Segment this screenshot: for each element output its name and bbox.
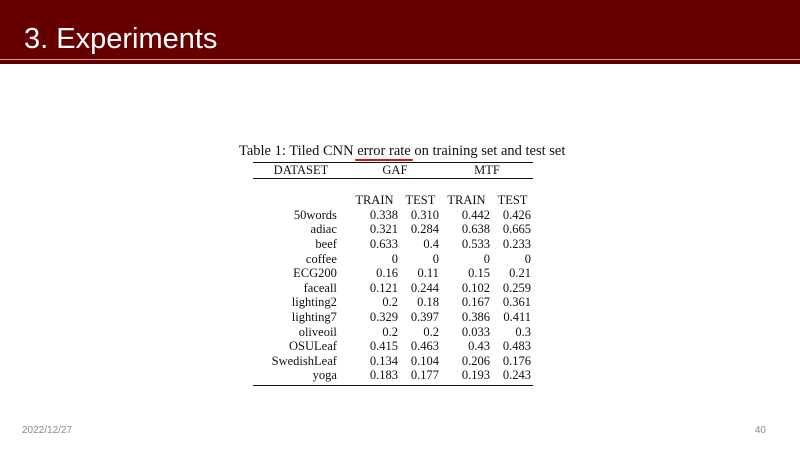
table-row xyxy=(253,339,533,354)
error-rate-cell: 0.426 xyxy=(502,207,531,222)
table-row xyxy=(253,237,533,252)
error-rate-cell: 0.206 xyxy=(461,353,490,368)
slide-title: 3. Experiments xyxy=(24,23,218,55)
table-caption xyxy=(239,143,566,160)
error-rate-cell: 0.259 xyxy=(502,280,531,295)
error-rate-cell: 0.2 xyxy=(382,324,398,339)
error-rate-cell: 0.321 xyxy=(369,222,398,237)
error-rate-cell: 0.3 xyxy=(515,324,531,339)
page-number: 40 xyxy=(754,425,766,436)
table-row xyxy=(253,368,533,385)
error-rate-cell: 0 xyxy=(391,251,398,266)
dataset-name-cell: oliveoil xyxy=(298,324,337,339)
dataset-name-cell: yoga xyxy=(253,368,349,385)
table-row xyxy=(253,252,533,267)
results-table-figure xyxy=(239,143,566,383)
error-rate-cell: 0.177 xyxy=(400,368,441,385)
dataset-name-cell: SwedishLeaf xyxy=(271,353,337,368)
subheader-mtf-test: TEST xyxy=(497,193,528,208)
error-rate-cell: 0.43 xyxy=(468,339,490,354)
dataset-name-cell: lighting2 xyxy=(291,295,337,310)
error-rate-cell: 0.033 xyxy=(461,324,490,339)
error-rate-cell: 0.397 xyxy=(410,309,439,324)
error-rate-cell: 0.2 xyxy=(423,324,439,339)
error-rate-cell: 0.104 xyxy=(410,353,439,368)
error-rate-cell: 0.16 xyxy=(376,266,398,281)
table-row xyxy=(253,222,533,237)
title-bar xyxy=(0,0,800,64)
table-row xyxy=(253,325,533,340)
error-rate-cell: 0.483 xyxy=(502,339,531,354)
table-row xyxy=(253,208,533,223)
table-row xyxy=(253,310,533,325)
subheader-gaf-train: TRAIN xyxy=(355,193,394,208)
subheader-gaf-test: TEST xyxy=(405,193,436,208)
error-rate-cell: 0.121 xyxy=(369,280,398,295)
error-rate-cell: 0.415 xyxy=(369,339,398,354)
header-gaf: GAF xyxy=(349,163,441,179)
error-rate-cell: 0.18 xyxy=(417,295,439,310)
error-rate-cell: 0.665 xyxy=(502,222,531,237)
error-rate-cell: 0.2 xyxy=(382,295,398,310)
table-body xyxy=(253,208,533,386)
table-row xyxy=(253,354,533,369)
subheader-mtf-train: TRAIN xyxy=(447,193,486,208)
error-rate-cell: 0.233 xyxy=(502,236,531,251)
subheader-empty xyxy=(253,193,349,208)
error-rate-cell: 0.638 xyxy=(461,222,490,237)
error-rate-cell: 0.244 xyxy=(410,280,439,295)
table-header-row xyxy=(253,163,533,179)
dataset-name-cell: OSULeaf xyxy=(289,339,337,354)
error-rate-cell: 0.284 xyxy=(410,222,439,237)
table-row xyxy=(253,281,533,296)
results-table xyxy=(253,162,533,386)
error-rate-cell: 0.411 xyxy=(503,309,531,324)
error-rate-cell: 0 xyxy=(524,251,531,266)
header-dataset: DATASET xyxy=(253,163,349,179)
header-mtf: MTF xyxy=(441,163,533,179)
title-divider xyxy=(0,59,800,60)
caption-suffix: on training set and test set xyxy=(410,143,566,159)
caption-emphasis-text: error rate xyxy=(357,143,411,159)
header-spacer xyxy=(253,178,533,193)
error-rate-cell: 0.633 xyxy=(369,236,398,251)
error-rate-cell: 0.134 xyxy=(369,353,398,368)
error-rate-cell: 0 xyxy=(483,251,490,266)
table-row xyxy=(253,266,533,281)
error-rate-cell: 0.442 xyxy=(461,207,490,222)
error-rate-cell: 0.21 xyxy=(509,266,531,281)
error-rate-cell: 0.176 xyxy=(502,353,531,368)
error-rate-cell: 0.310 xyxy=(410,207,439,222)
error-rate-cell: 0.193 xyxy=(441,368,492,385)
red-underline-mark xyxy=(355,159,413,161)
error-rate-cell: 0.11 xyxy=(417,266,439,281)
dataset-name-cell: adiac xyxy=(310,222,337,237)
table-row xyxy=(253,295,533,310)
dataset-name-cell: 50words xyxy=(293,207,337,222)
error-rate-cell: 0 xyxy=(432,251,439,266)
dataset-name-cell: ECG200 xyxy=(293,266,337,281)
table-subheader-row xyxy=(253,193,533,208)
caption-emphasis xyxy=(357,143,411,159)
caption-prefix: Table 1: Tiled CNN xyxy=(239,143,358,159)
error-rate-cell: 0.386 xyxy=(461,309,490,324)
error-rate-cell: 0.243 xyxy=(492,368,533,385)
dataset-name-cell: lighting7 xyxy=(291,309,337,324)
error-rate-cell: 0.183 xyxy=(349,368,400,385)
error-rate-cell: 0.102 xyxy=(461,280,490,295)
error-rate-cell: 0.167 xyxy=(461,295,490,310)
error-rate-cell: 0.15 xyxy=(468,266,490,281)
dataset-name-cell: coffee xyxy=(305,251,337,266)
error-rate-cell: 0.329 xyxy=(369,309,398,324)
error-rate-cell: 0.463 xyxy=(410,339,439,354)
error-rate-cell: 0.338 xyxy=(369,207,398,222)
error-rate-cell: 0.533 xyxy=(461,236,490,251)
dataset-name-cell: faceall xyxy=(303,280,337,295)
slide-date: 2022/12/27 xyxy=(22,425,73,436)
error-rate-cell: 0.4 xyxy=(423,236,439,251)
dataset-name-cell: beef xyxy=(315,236,337,251)
error-rate-cell: 0.361 xyxy=(502,295,531,310)
